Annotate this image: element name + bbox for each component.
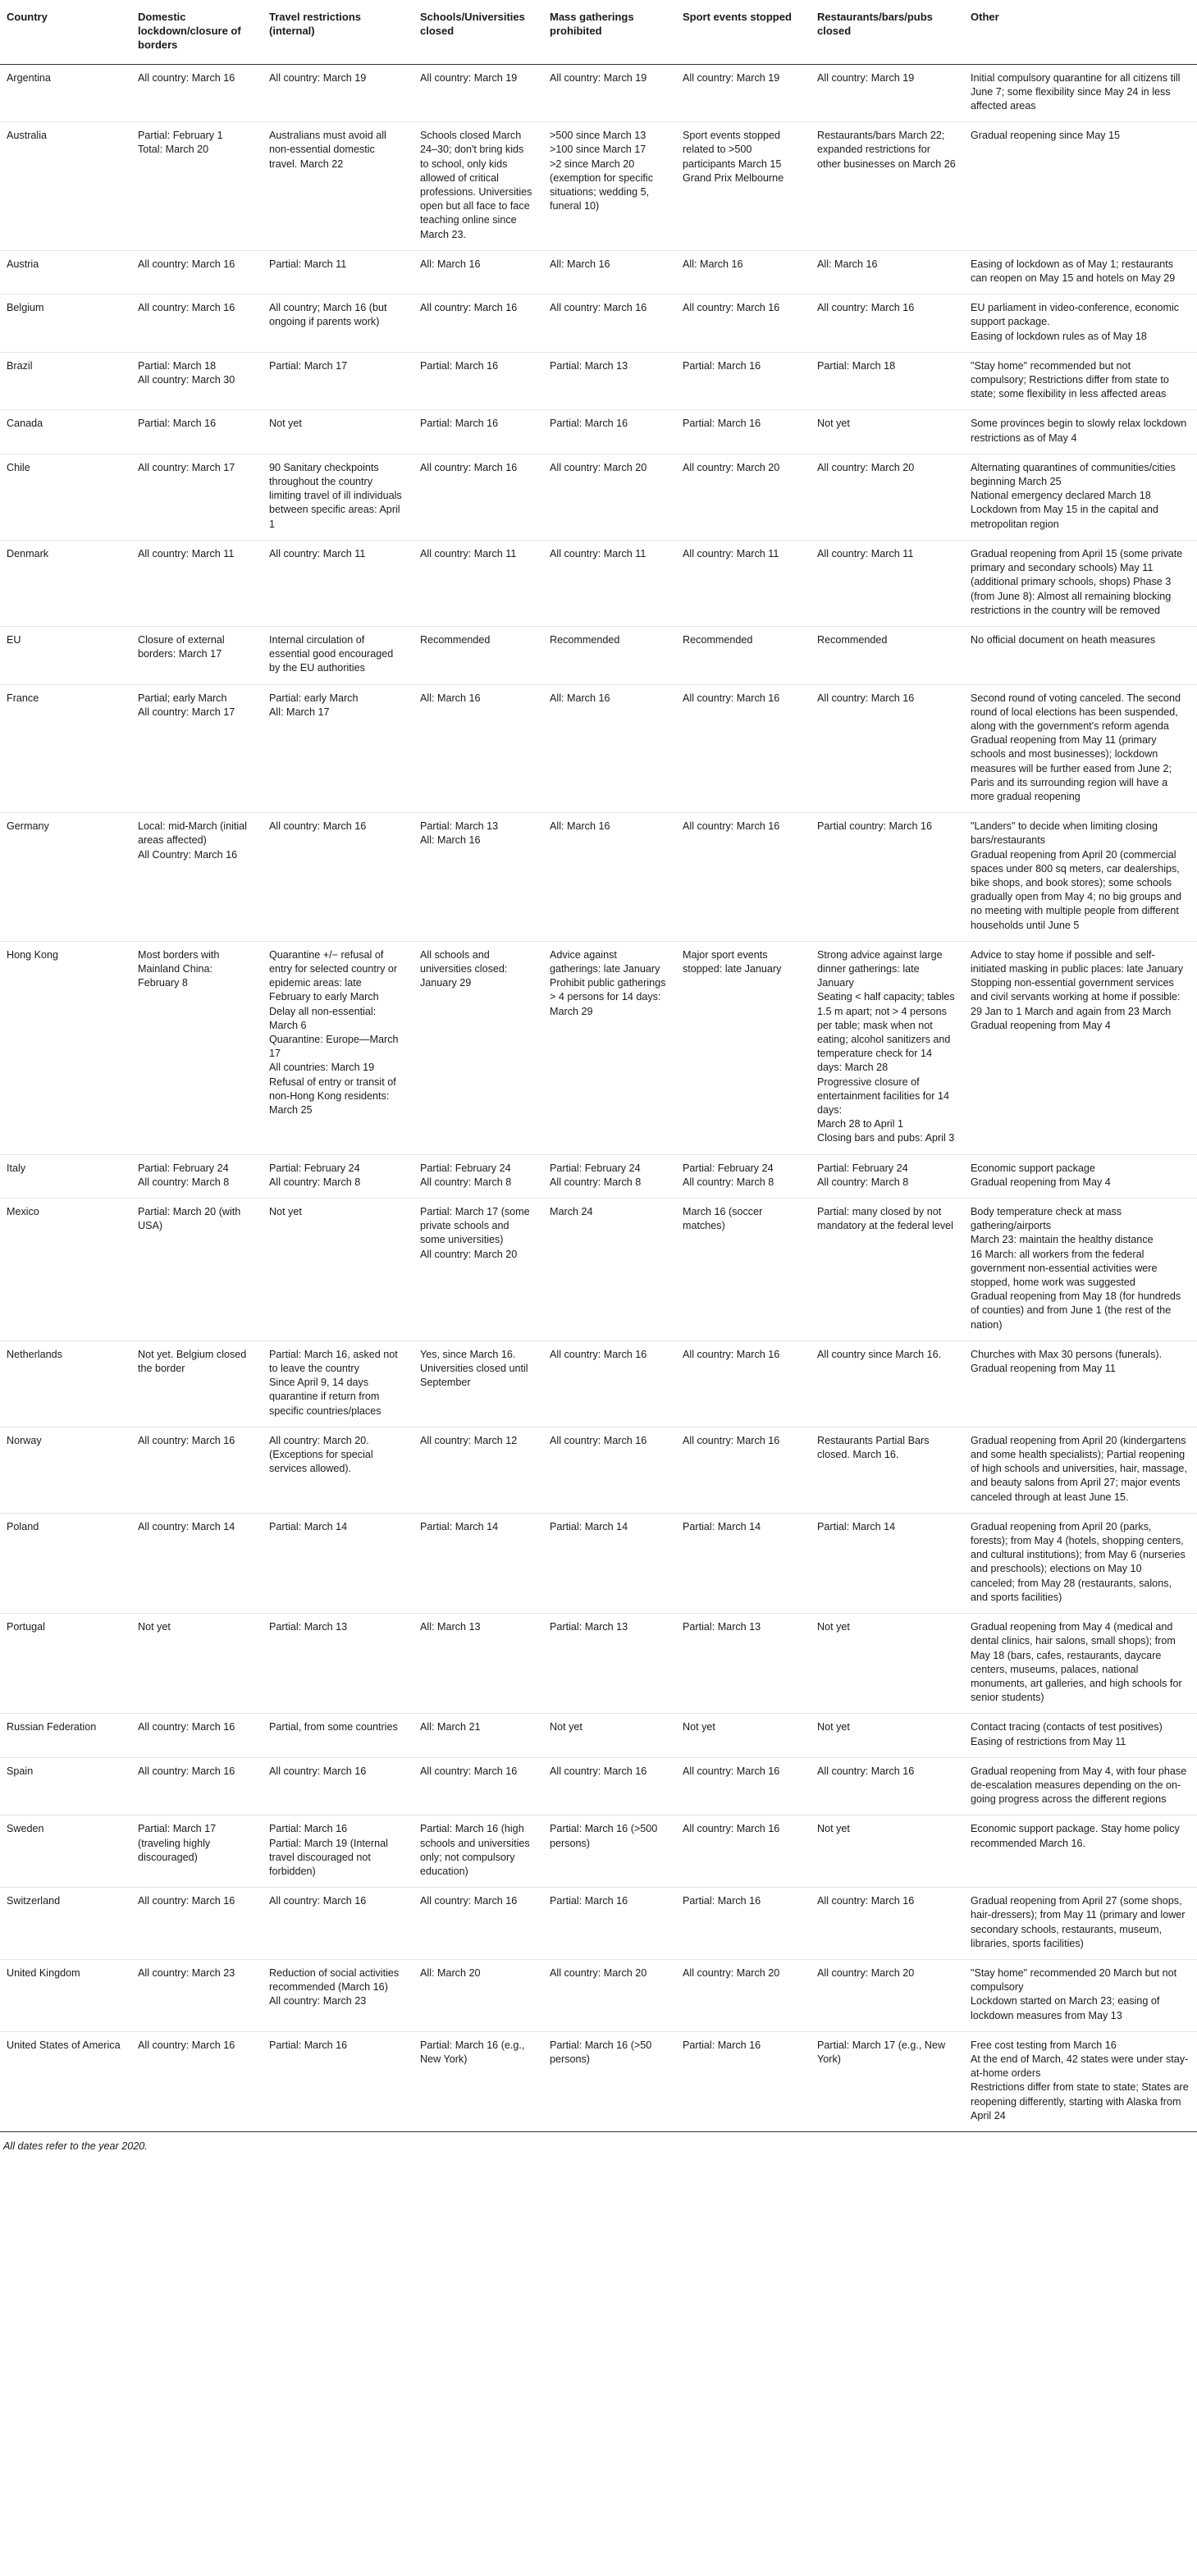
table-footnote: All dates refer to the year 2020. bbox=[3, 2140, 148, 2152]
table-cell: Body temperature check at mass gathering/airports March 23: maintain the healthy distance 16 March: all workers from the federal government non-essential activities were stopped, home work was suggested Gradual reopening from May 18 (for hundreds of counties) and from June 1 (the rest of the nation) bbox=[964, 1199, 1197, 1341]
table-cell: Free cost testing from March 16 At the end of March, 42 states were under stay-at-home orders Restrictions differ from state to state; States are reopening differently, starting with Alaska from April 24 bbox=[964, 2031, 1197, 2131]
table-cell: All country: March 16 bbox=[131, 2031, 263, 2131]
table-cell: All country since March 16. bbox=[811, 1341, 964, 1427]
table-row bbox=[0, 1816, 1197, 1888]
table-cell: Partial: February 24 All country: March 8 bbox=[263, 1154, 413, 1198]
table-cell: Partial: March 16 bbox=[413, 352, 543, 410]
table-cell: Partial: March 13 bbox=[263, 1614, 413, 1714]
table-cell: Gradual reopening since May 15 bbox=[964, 122, 1197, 251]
country-cell: Russian Federation bbox=[0, 1714, 131, 1757]
table-cell: All country: March 16 bbox=[811, 1888, 964, 1960]
table-cell: All country: March 16 bbox=[811, 295, 964, 353]
table-cell: All country: March 16 bbox=[676, 813, 811, 942]
table-cell: All: March 16 bbox=[543, 250, 676, 294]
table-cell: All country: March 20 bbox=[543, 1959, 676, 2031]
table-cell: All country: March 19 bbox=[811, 64, 964, 122]
country-cell: Norway bbox=[0, 1427, 131, 1513]
header-row bbox=[0, 5, 1197, 64]
table-cell: All: March 16 bbox=[811, 250, 964, 294]
table-cell: Partial: February 24 All country: March 8 bbox=[676, 1154, 811, 1198]
table-row bbox=[0, 1959, 1197, 2031]
table-cell: Partial: March 16 (e.g., New York) bbox=[413, 2031, 543, 2131]
table-cell: All country: March 11 bbox=[131, 540, 263, 626]
column-header: Other bbox=[964, 5, 1197, 64]
country-cell: Denmark bbox=[0, 540, 131, 626]
table-cell: Partial: March 16 bbox=[676, 1888, 811, 1960]
table-row bbox=[0, 1427, 1197, 1513]
table-cell: Partial: March 14 bbox=[413, 1513, 543, 1613]
table-cell: All country: March 20 bbox=[543, 454, 676, 540]
table-cell: All country: March 16 bbox=[263, 813, 413, 942]
table-cell: Partial: March 16 bbox=[676, 410, 811, 454]
table-cell: Partial: March 18 All country: March 30 bbox=[131, 352, 263, 410]
table-cell: All country: March 20 bbox=[676, 454, 811, 540]
table-cell: No official document on heath measures bbox=[964, 626, 1197, 684]
table-cell: All country: March 14 bbox=[131, 1513, 263, 1613]
table-row bbox=[0, 295, 1197, 353]
table-cell: All country: March 11 bbox=[676, 540, 811, 626]
table-cell: Partial: March 16 bbox=[676, 2031, 811, 2131]
table-cell: Schools closed March 24–30; don't bring kids to school, only kids allowed of critical professions. Universities open but all face to face teaching online since March 23. bbox=[413, 122, 543, 251]
country-cell: Austria bbox=[0, 250, 131, 294]
table-cell: All country: March 16 bbox=[413, 1757, 543, 1816]
table-cell: Easing of lockdown as of May 1; restaurants can reopen on May 15 and hotels on May 29 bbox=[964, 250, 1197, 294]
country-cell: Canada bbox=[0, 410, 131, 454]
table-cell: Partial: March 17 (e.g., New York) bbox=[811, 2031, 964, 2131]
country-cell: Chile bbox=[0, 454, 131, 540]
table-cell: Second round of voting canceled. The second round of local elections has been suspended, along with the government's reform agenda Gradual reopening from May 11 (primary schools and most businesses); lockdown measures will be further eased from June 2; Paris and its surrounding region will have a more gradual reopening bbox=[964, 684, 1197, 813]
table-cell: All country: March 11 bbox=[811, 540, 964, 626]
table-row bbox=[0, 684, 1197, 813]
table-cell: Not yet bbox=[543, 1714, 676, 1757]
table-cell: All country: March 17 bbox=[131, 454, 263, 540]
country-cell: EU bbox=[0, 626, 131, 684]
column-header: Travel restrictions (internal) bbox=[263, 5, 413, 64]
table-row bbox=[0, 410, 1197, 454]
table-cell: Partial: March 13 bbox=[676, 1614, 811, 1714]
table-cell: Partial: March 13 bbox=[543, 352, 676, 410]
table-row bbox=[0, 352, 1197, 410]
table-cell: Advice to stay home if possible and self-initiated masking in public places: late January Stopping non-essential government services and civil servants working at home if possible: 29 Jan to 1 March and again from 23 March Gradual reopening from May 4 bbox=[964, 941, 1197, 1154]
table-cell: Alternating quarantines of communities/cities beginning March 25 National emergency declared March 18 Lockdown from May 15 in the capital and metropolitan region bbox=[964, 454, 1197, 540]
country-cell: United States of America bbox=[0, 2031, 131, 2131]
table-cell: Not yet bbox=[263, 1199, 413, 1341]
table-cell: All country: March 16 bbox=[413, 295, 543, 353]
table-cell: Partial: March 18 bbox=[811, 352, 964, 410]
column-header: Domestic lockdown/closure of borders bbox=[131, 5, 263, 64]
country-cell: Italy bbox=[0, 1154, 131, 1198]
table-cell: Partial: February 24 All country: March 8 bbox=[131, 1154, 263, 1198]
country-cell: France bbox=[0, 684, 131, 813]
table-cell: Closure of external borders: March 17 bbox=[131, 626, 263, 684]
table-cell: Not yet bbox=[811, 1614, 964, 1714]
table-cell: All schools and universities closed: January 29 bbox=[413, 941, 543, 1154]
table-cell: All: March 16 bbox=[543, 813, 676, 942]
table-cell: All country: March 11 bbox=[413, 540, 543, 626]
table-cell: All country: March 23 bbox=[131, 1959, 263, 2031]
table-cell: All: March 21 bbox=[413, 1714, 543, 1757]
table-cell: All country: March 16 bbox=[543, 1757, 676, 1816]
table-row bbox=[0, 2031, 1197, 2131]
table-cell: All country: March 16 bbox=[543, 295, 676, 353]
table-cell: Recommended bbox=[676, 626, 811, 684]
table-cell: All country: March 16 bbox=[543, 1427, 676, 1513]
country-cell: Portugal bbox=[0, 1614, 131, 1714]
country-cell: Belgium bbox=[0, 295, 131, 353]
table-cell: Economic support package. Stay home policy recommended March 16. bbox=[964, 1816, 1197, 1888]
column-header: Country bbox=[0, 5, 131, 64]
table-cell: All country: March 19 bbox=[413, 64, 543, 122]
table-cell: Partial: March 13 All: March 16 bbox=[413, 813, 543, 942]
table-cell: Not yet. Belgium closed the border bbox=[131, 1341, 263, 1427]
table-cell: All country: March 16 bbox=[676, 1341, 811, 1427]
table-cell: Not yet bbox=[131, 1614, 263, 1714]
table-row bbox=[0, 1888, 1197, 1960]
table-cell: All country: March 16 bbox=[131, 1888, 263, 1960]
table-cell: All country: March 16 bbox=[131, 1714, 263, 1757]
table-cell: All country: March 20 bbox=[811, 1959, 964, 2031]
table-cell: Gradual reopening from May 4 (medical and dental clinics, hair salons, small shops); from May 18 (bars, cafes, restaurants, daycare centers, museums, palaces, national monuments, art galleries, and high schools for senior students) bbox=[964, 1614, 1197, 1714]
table-cell: Partial: February 1 Total: March 20 bbox=[131, 122, 263, 251]
table-cell: All country: March 19 bbox=[676, 64, 811, 122]
table-cell: All country: March 16 bbox=[131, 295, 263, 353]
table-cell: All country: March 11 bbox=[263, 540, 413, 626]
table-cell: Partial: March 14 bbox=[543, 1513, 676, 1613]
table-cell: Sport events stopped related to >500 participants March 15 Grand Prix Melbourne bbox=[676, 122, 811, 251]
table-cell: Not yet bbox=[811, 1714, 964, 1757]
table-cell: All country: March 16 bbox=[543, 1341, 676, 1427]
table-cell: Not yet bbox=[811, 410, 964, 454]
country-cell: Sweden bbox=[0, 1816, 131, 1888]
table-cell: Partial: March 16, asked not to leave the country Since April 9, 14 days quarantine if return from specific countries/places bbox=[263, 1341, 413, 1427]
table-cell: Partial: March 13 bbox=[543, 1614, 676, 1714]
table-cell: Partial: March 16 bbox=[676, 352, 811, 410]
table-cell: Most borders with Mainland China: February 8 bbox=[131, 941, 263, 1154]
table-cell: All country: March 16 bbox=[413, 1888, 543, 1960]
table-cell: Partial: March 17 (some private schools and some universities) All country: March 20 bbox=[413, 1199, 543, 1341]
table-cell: Not yet bbox=[811, 1816, 964, 1888]
table-row bbox=[0, 1714, 1197, 1757]
country-cell: Argentina bbox=[0, 64, 131, 122]
column-header: Sport events stopped bbox=[676, 5, 811, 64]
country-cell: Brazil bbox=[0, 352, 131, 410]
table-cell: Partial: March 20 (with USA) bbox=[131, 1199, 263, 1341]
table-cell: Gradual reopening from April 20 (kindergartens and some health specialists); Partial reopening of high schools and universities, hair, massage, and beauty salons from April 27; major events canceled through at least June 15. bbox=[964, 1427, 1197, 1513]
table-cell: All country: March 16 bbox=[676, 1816, 811, 1888]
table-cell: Partial: March 16 bbox=[263, 2031, 413, 2131]
table-cell: Restaurants/bars March 22; expanded restrictions for other businesses on March 26 bbox=[811, 122, 964, 251]
table-cell: Contact tracing (contacts of test positives) Easing of restrictions from May 11 bbox=[964, 1714, 1197, 1757]
table-cell: Partial: March 16 bbox=[543, 410, 676, 454]
table-row bbox=[0, 64, 1197, 122]
table-cell: All: March 16 bbox=[543, 684, 676, 813]
table-cell: Partial: March 14 bbox=[676, 1513, 811, 1613]
table-cell: Partial: March 16 bbox=[131, 410, 263, 454]
table-cell: Partial: early March All: March 17 bbox=[263, 684, 413, 813]
table-cell: Advice against gatherings: late January Prohibit public gatherings > 4 persons for 14 days: March 29 bbox=[543, 941, 676, 1154]
table-cell: All: March 16 bbox=[413, 250, 543, 294]
table-row bbox=[0, 1614, 1197, 1714]
table-cell: All country: March 11 bbox=[543, 540, 676, 626]
column-header: Restaurants/bars/pubs closed bbox=[811, 5, 964, 64]
table-cell: Partial: February 24 All country: March 8 bbox=[543, 1154, 676, 1198]
table-cell: Partial: March 16 (>50 persons) bbox=[543, 2031, 676, 2131]
table-cell: Initial compulsory quarantine for all citizens till June 7; some flexibility since May 24 in less affected areas bbox=[964, 64, 1197, 122]
table-row bbox=[0, 813, 1197, 942]
table-cell: All country: March 16 bbox=[676, 1757, 811, 1816]
table-row bbox=[0, 941, 1197, 1154]
table-cell: Not yet bbox=[676, 1714, 811, 1757]
table-row bbox=[0, 540, 1197, 626]
table-cell: Gradual reopening from April 20 (parks, forests); from May 4 (hotels, shopping centers, and cultural institutions); from May 6 (nurseries and preschools); elections on May 10 canceled; from May 28 (restaurants, salons, and sports facilities) bbox=[964, 1513, 1197, 1613]
table-cell: All country: March 16 bbox=[131, 1757, 263, 1816]
country-cell: Germany bbox=[0, 813, 131, 942]
table-cell: "Stay home" recommended 20 March but not compulsory Lockdown started on March 23; easing of lockdown measures from May 13 bbox=[964, 1959, 1197, 2031]
table-cell: Partial: March 11 bbox=[263, 250, 413, 294]
covid-measures-table bbox=[0, 5, 1197, 2132]
table-header bbox=[0, 5, 1197, 64]
table-cell: Gradual reopening from April 27 (some shops, hair-dressers); from May 11 (primary and lower secondary schools, restaurants, museum, libraries, sports facilities) bbox=[964, 1888, 1197, 1960]
table-cell: Strong advice against large dinner gatherings: late January Seating < half capacity; tables 1.5 m apart; not > 4 persons per table; mask when not eating; alcohol sanitizers and temperature check for 14 days: March 28 Progressive closure of entertainment facilities for 14 days: March 28 to April 1 Closing bars and pubs: April 3 bbox=[811, 941, 964, 1154]
table-cell: Yes, since March 16. Universities closed until September bbox=[413, 1341, 543, 1427]
table-cell: Partial: March 17 (traveling highly discouraged) bbox=[131, 1816, 263, 1888]
table-cell: "Stay home" recommended but not compulsory; Restrictions differ from state to state; some flexibility in less affected areas bbox=[964, 352, 1197, 410]
country-cell: Hong Kong bbox=[0, 941, 131, 1154]
table-cell: All country: March 16 bbox=[263, 1757, 413, 1816]
table-cell: Gradual reopening from May 4, with four phase de-escalation measures depending on the on-going progress across the different regions bbox=[964, 1757, 1197, 1816]
table-cell: All country: March 12 bbox=[413, 1427, 543, 1513]
table-cell: Recommended bbox=[811, 626, 964, 684]
table-cell: Australians must avoid all non-essential domestic travel. March 22 bbox=[263, 122, 413, 251]
table-cell: Partial: February 24 All country: March 8 bbox=[811, 1154, 964, 1198]
country-cell: Switzerland bbox=[0, 1888, 131, 1960]
table-row bbox=[0, 1154, 1197, 1198]
table-cell: Some provinces begin to slowly relax lockdown restrictions as of May 4 bbox=[964, 410, 1197, 454]
table-cell: All country; March 16 (but ongoing if parents work) bbox=[263, 295, 413, 353]
table-cell: All: March 20 bbox=[413, 1959, 543, 2031]
table-cell: Restaurants Partial Bars closed. March 16. bbox=[811, 1427, 964, 1513]
table-cell: Not yet bbox=[263, 410, 413, 454]
table-cell: All country: March 16 bbox=[811, 684, 964, 813]
table-cell: Partial country: March 16 bbox=[811, 813, 964, 942]
table-row bbox=[0, 1199, 1197, 1341]
table-cell: All country: March 19 bbox=[263, 64, 413, 122]
table-row bbox=[0, 122, 1197, 251]
table-cell: Partial: March 14 bbox=[811, 1513, 964, 1613]
table-row bbox=[0, 1757, 1197, 1816]
table-cell: March 24 bbox=[543, 1199, 676, 1341]
table-cell: Partial: March 17 bbox=[263, 352, 413, 410]
table-row bbox=[0, 250, 1197, 294]
table-cell: 90 Sanitary checkpoints throughout the country limiting travel of ill individuals between specific areas: April 1 bbox=[263, 454, 413, 540]
table-cell: Internal circulation of essential good encouraged by the EU authorities bbox=[263, 626, 413, 684]
table-cell: Local: mid-March (initial areas affected) All Country: March 16 bbox=[131, 813, 263, 942]
table-cell: Reduction of social activities recommended (March 16) All country: March 23 bbox=[263, 1959, 413, 2031]
table-cell: All country: March 16 bbox=[811, 1757, 964, 1816]
table-cell: All country: March 16 bbox=[676, 295, 811, 353]
country-cell: Netherlands bbox=[0, 1341, 131, 1427]
table-cell: Partial; early March All country: March 17 bbox=[131, 684, 263, 813]
table-row bbox=[0, 1341, 1197, 1427]
table-cell: Partial: March 16 (>500 persons) bbox=[543, 1816, 676, 1888]
table-cell: Gradual reopening from April 15 (some private primary and secondary schools) May 11 (additional primary schools, shops) Phase 3 (from June 8): Almost all remaining blocking restrictions in the country will be removed bbox=[964, 540, 1197, 626]
table-cell: All: March 13 bbox=[413, 1614, 543, 1714]
table-cell: Partial: February 24 All country: March 8 bbox=[413, 1154, 543, 1198]
table-cell: All: March 16 bbox=[413, 684, 543, 813]
table-cell: All country: March 16 bbox=[263, 1888, 413, 1960]
table-cell: All country: March 20. (Exceptions for special services allowed). bbox=[263, 1427, 413, 1513]
table-cell: All country: March 19 bbox=[543, 64, 676, 122]
table-row bbox=[0, 626, 1197, 684]
table-cell: All country: March 16 bbox=[676, 684, 811, 813]
table-cell: Recommended bbox=[413, 626, 543, 684]
table-cell: Economic support package Gradual reopening from May 4 bbox=[964, 1154, 1197, 1198]
table-cell: Partial, from some countries bbox=[263, 1714, 413, 1757]
table-cell: Partial: March 16 (high schools and universities only; not compulsory education) bbox=[413, 1816, 543, 1888]
table-row bbox=[0, 1513, 1197, 1613]
table-cell: Quarantine +/− refusal of entry for selected country or epidemic areas: late February to early March Delay all non-essential: March 6 Quarantine: Europe—March 17 All countries: March 19 Refusal of entry or transit of non-Hong Kong residents: March 25 bbox=[263, 941, 413, 1154]
table-cell: All country: March 16 bbox=[413, 454, 543, 540]
table-body bbox=[0, 64, 1197, 2131]
table-cell: Partial: many closed by not mandatory at the federal level bbox=[811, 1199, 964, 1341]
table-cell: Partial: March 14 bbox=[263, 1513, 413, 1613]
table-cell: Partial: March 16 bbox=[543, 1888, 676, 1960]
table-cell: All country: March 20 bbox=[811, 454, 964, 540]
table-cell: Recommended bbox=[543, 626, 676, 684]
country-cell: Spain bbox=[0, 1757, 131, 1816]
table-cell: EU parliament in video-conference, economic support package. Easing of lockdown rules as of May 18 bbox=[964, 295, 1197, 353]
table-row bbox=[0, 454, 1197, 540]
table-cell: All country: March 16 bbox=[131, 250, 263, 294]
country-cell: Mexico bbox=[0, 1199, 131, 1341]
table-cell: Churches with Max 30 persons (funerals). Gradual reopening from May 11 bbox=[964, 1341, 1197, 1427]
column-header: Schools/Universities closed bbox=[413, 5, 543, 64]
table-cell: All country: March 16 bbox=[131, 64, 263, 122]
table-cell: March 16 (soccer matches) bbox=[676, 1199, 811, 1341]
table-cell: Major sport events stopped: late January bbox=[676, 941, 811, 1154]
table-cell: All country: March 20 bbox=[676, 1959, 811, 2031]
table-cell: All: March 16 bbox=[676, 250, 811, 294]
table-cell: Partial: March 16 Partial: March 19 (Internal travel discouraged not forbidden) bbox=[263, 1816, 413, 1888]
table-cell: Partial: March 16 bbox=[413, 410, 543, 454]
country-cell: Australia bbox=[0, 122, 131, 251]
table-cell: >500 since March 13 >100 since March 17 >2 since March 20 (exemption for specific situations; wedding 5, funeral 10) bbox=[543, 122, 676, 251]
table-cell: All country: March 16 bbox=[676, 1427, 811, 1513]
table-cell: All country: March 16 bbox=[131, 1427, 263, 1513]
table-cell: "Landers" to decide when limiting closing bars/restaurants Gradual reopening from April 20 (commercial spaces under 800 sq meters, car dealerships, bike shops, and book stores); some schools gradually open from May 4; no big groups and no meeting with multiple people from different households until June 5 bbox=[964, 813, 1197, 942]
column-header: Mass gatherings prohibited bbox=[543, 5, 676, 64]
country-cell: Poland bbox=[0, 1513, 131, 1613]
country-cell: United Kingdom bbox=[0, 1959, 131, 2031]
